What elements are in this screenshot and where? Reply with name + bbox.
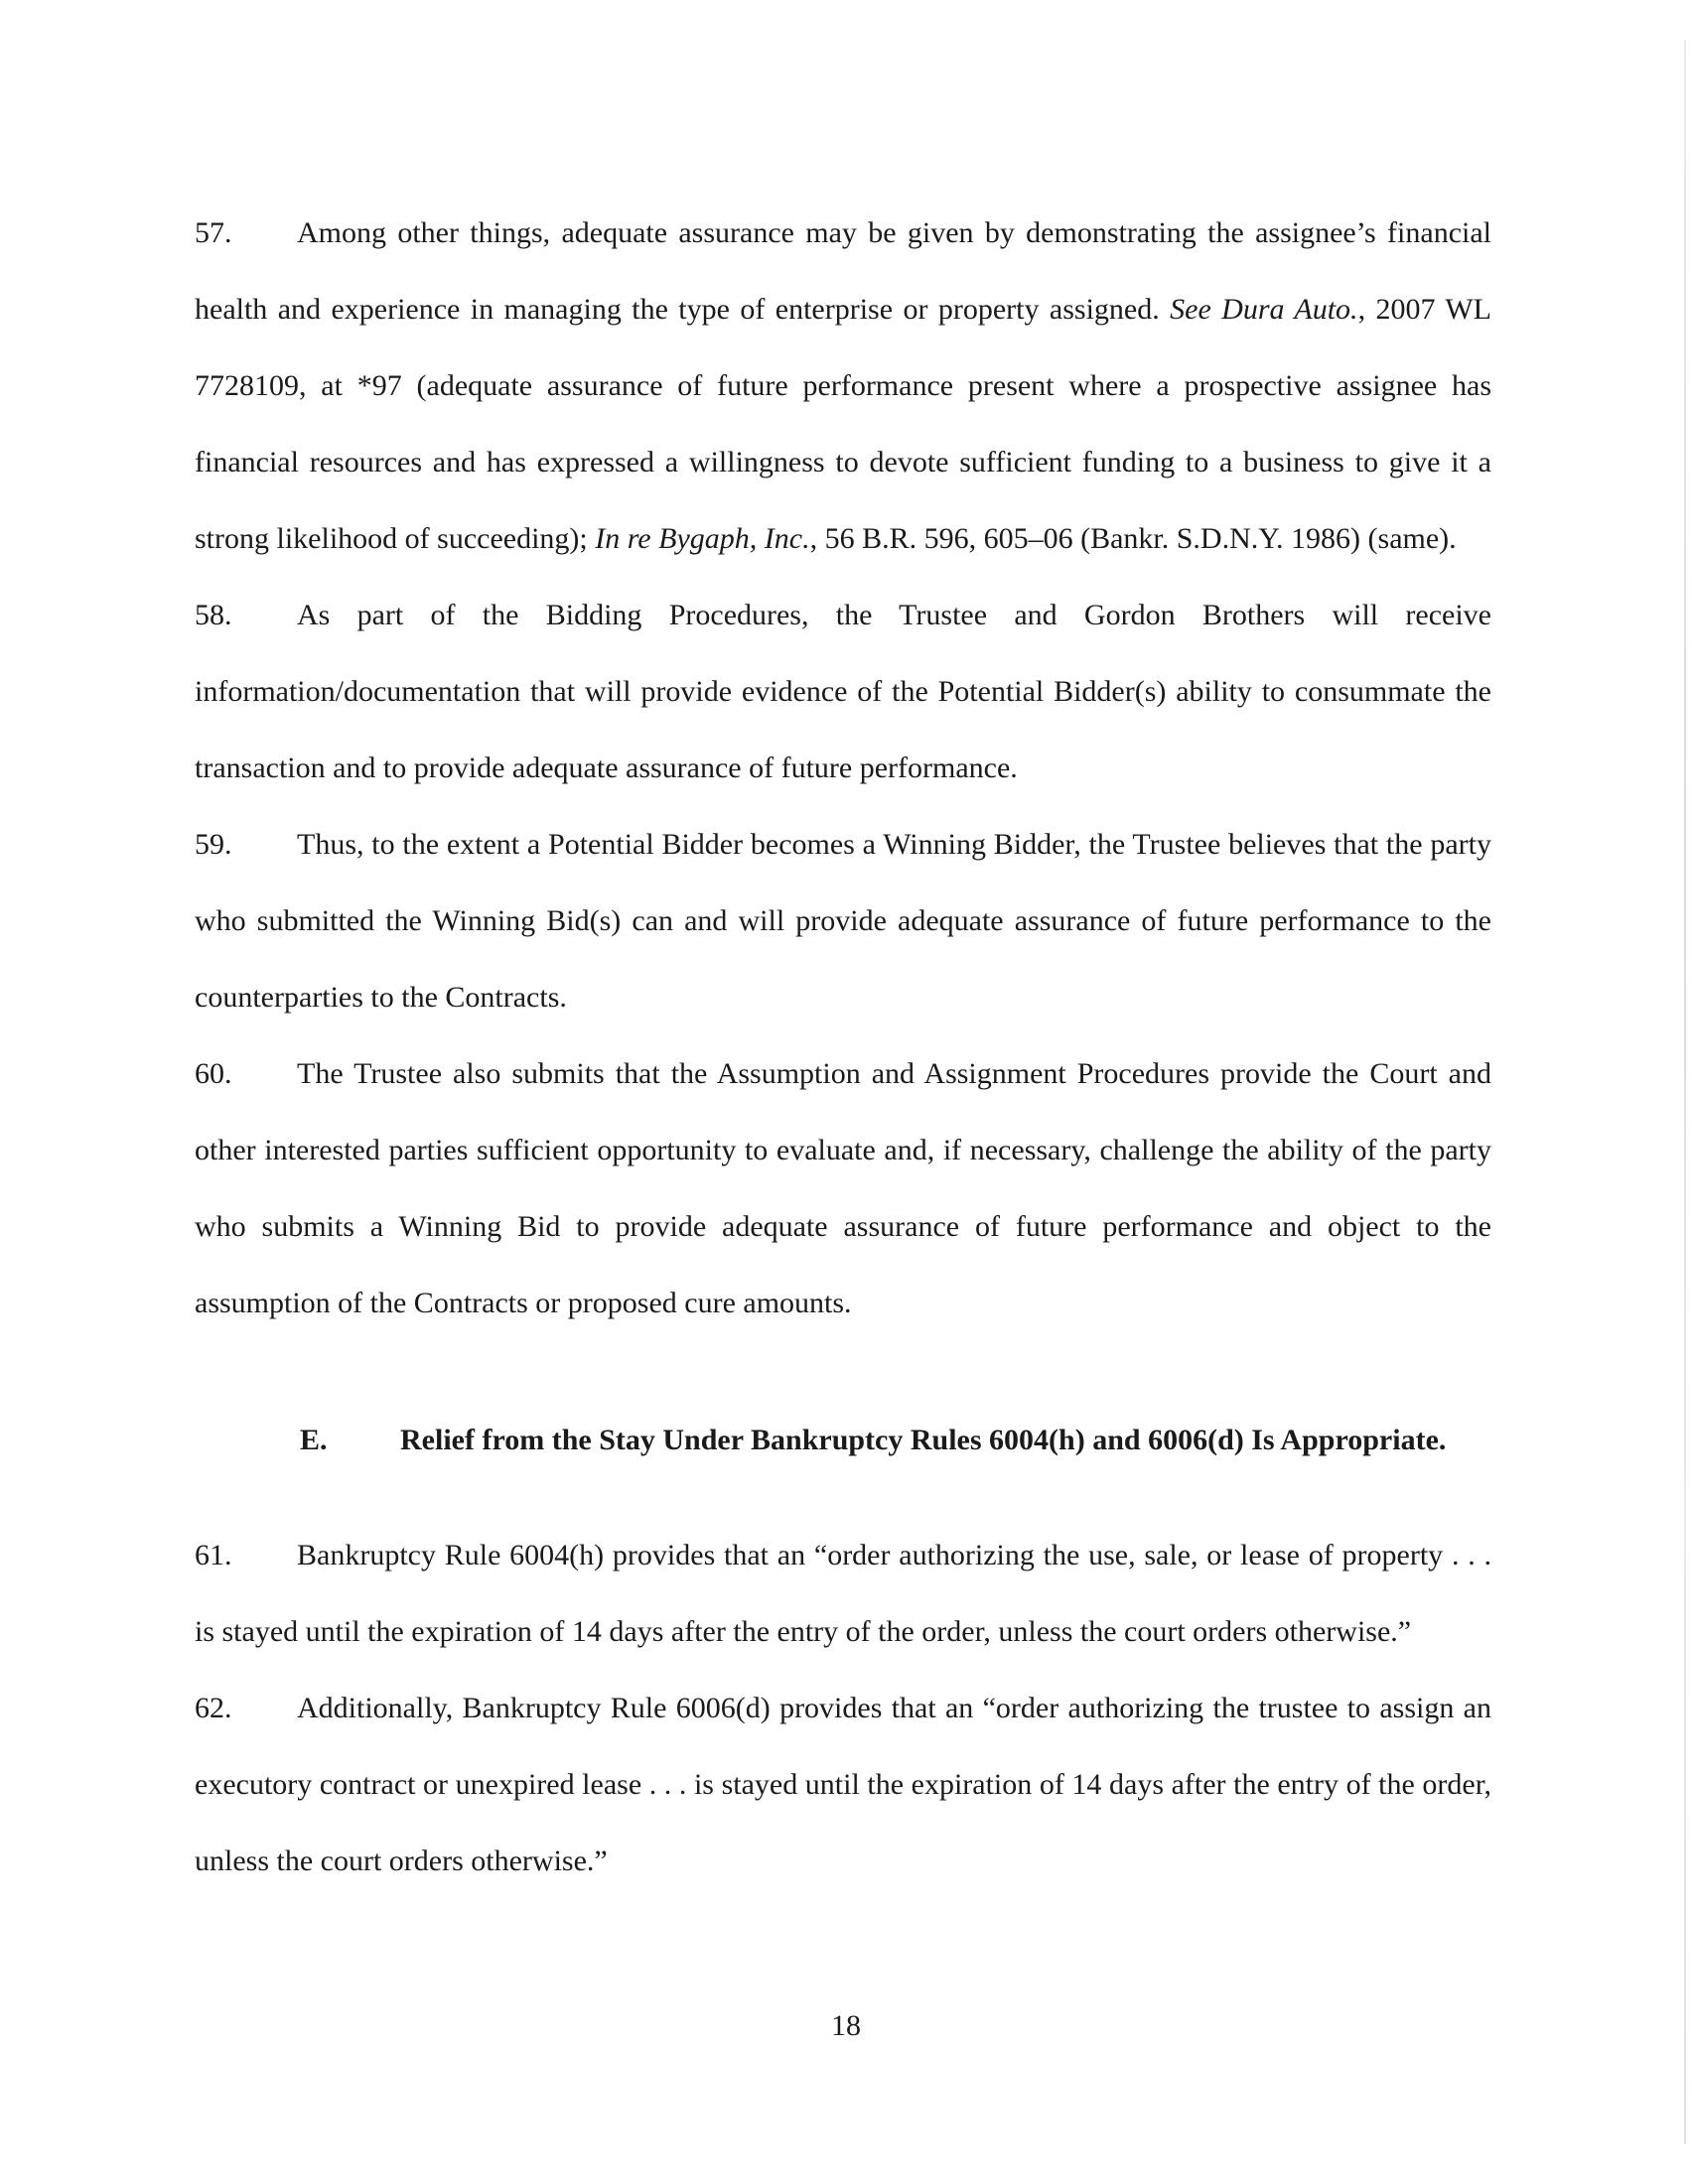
paragraph-number: 60. bbox=[195, 1057, 232, 1090]
paragraph-text: Bankruptcy Rule 6004(h) provides that an “order authorizing the use, sale, or lease of property . . . is stayed until the expiration of 14 days after the entry of the order, unless the court orders otherwise.” bbox=[195, 1539, 1491, 1648]
paragraph-text: Thus, to the extent a Potential Bidder becomes a Winning Bidder, the Trustee believes that the party who submitted the Winning Bid(s) can and will provide adequate assurance of future performance to the counterparties to the Contracts. bbox=[195, 828, 1491, 1014]
page-number: 18 bbox=[831, 2009, 861, 2042]
paragraph-number: 59. bbox=[195, 828, 232, 861]
paragraph-57 bbox=[195, 195, 1491, 577]
paragraph-58 bbox=[195, 577, 1491, 806]
paragraph-text: The Trustee also submits that the Assumption and Assignment Procedures provide the Court and other interested parties sufficient opportunity to evaluate and, if necessary, challenge the ability of the party who submits a Winning Bid to provide adequate assurance of future performance and object to the assumption of the Contracts or proposed cure amounts. bbox=[195, 1057, 1491, 1319]
paragraph-text: , 2007 WL 7728109, at *97 (adequate assurance of future performance present where a prospective assignee has financial resources and has expressed a willingness to devote sufficient funding to a business to give it a strong likelihood of succeeding); bbox=[195, 293, 1491, 555]
paragraph-61 bbox=[195, 1517, 1491, 1670]
paragraph-59 bbox=[195, 806, 1491, 1035]
paragraph-text: , 56 B.R. 596, 605–06 (Bankr. S.D.N.Y. 1986) (same). bbox=[809, 522, 1457, 555]
scan-edge-shadow bbox=[1684, 40, 1686, 2144]
case-citation: In re Bygaph, Inc. bbox=[595, 522, 810, 555]
paragraph-number: 57. bbox=[195, 216, 232, 249]
paragraph-block-top bbox=[195, 195, 1491, 1341]
paragraph-block-bottom bbox=[195, 1517, 1491, 1899]
paragraph-text: Additionally, Bankruptcy Rule 6006(d) provides that an “order authorizing the trustee to assign an executory contract or unexpired lease . . . is stayed until the expiration of 14 days after the entry of the order, unless the court orders otherwise.” bbox=[195, 1692, 1491, 1877]
paragraph-number: 62. bbox=[195, 1692, 232, 1724]
paragraph-60 bbox=[195, 1035, 1491, 1341]
paragraph-text: Among other things, adequate assurance may be given by demonstrating the assignee’s financial health and experience in managing the type of enterprise or property assigned. bbox=[195, 216, 1491, 326]
section-heading-letter: E. bbox=[300, 1424, 328, 1456]
paragraph-number: 58. bbox=[195, 599, 232, 631]
section-heading bbox=[300, 1420, 1491, 1460]
paragraph-text: As part of the Bidding Procedures, the Trustee and Gordon Brothers will receive information/documentation that will provide evidence of the Potential Bidder(s) ability to consummate the transaction and to provide adequate assurance of future performance. bbox=[195, 599, 1491, 784]
paragraph-number: 61. bbox=[195, 1539, 232, 1571]
section-heading-title: Relief from the Stay Under Bankruptcy Rules 6004(h) and 6006(d) Is Appropriate. bbox=[400, 1424, 1447, 1456]
paragraph-62 bbox=[195, 1670, 1491, 1899]
case-citation: See Dura Auto. bbox=[1170, 293, 1358, 326]
